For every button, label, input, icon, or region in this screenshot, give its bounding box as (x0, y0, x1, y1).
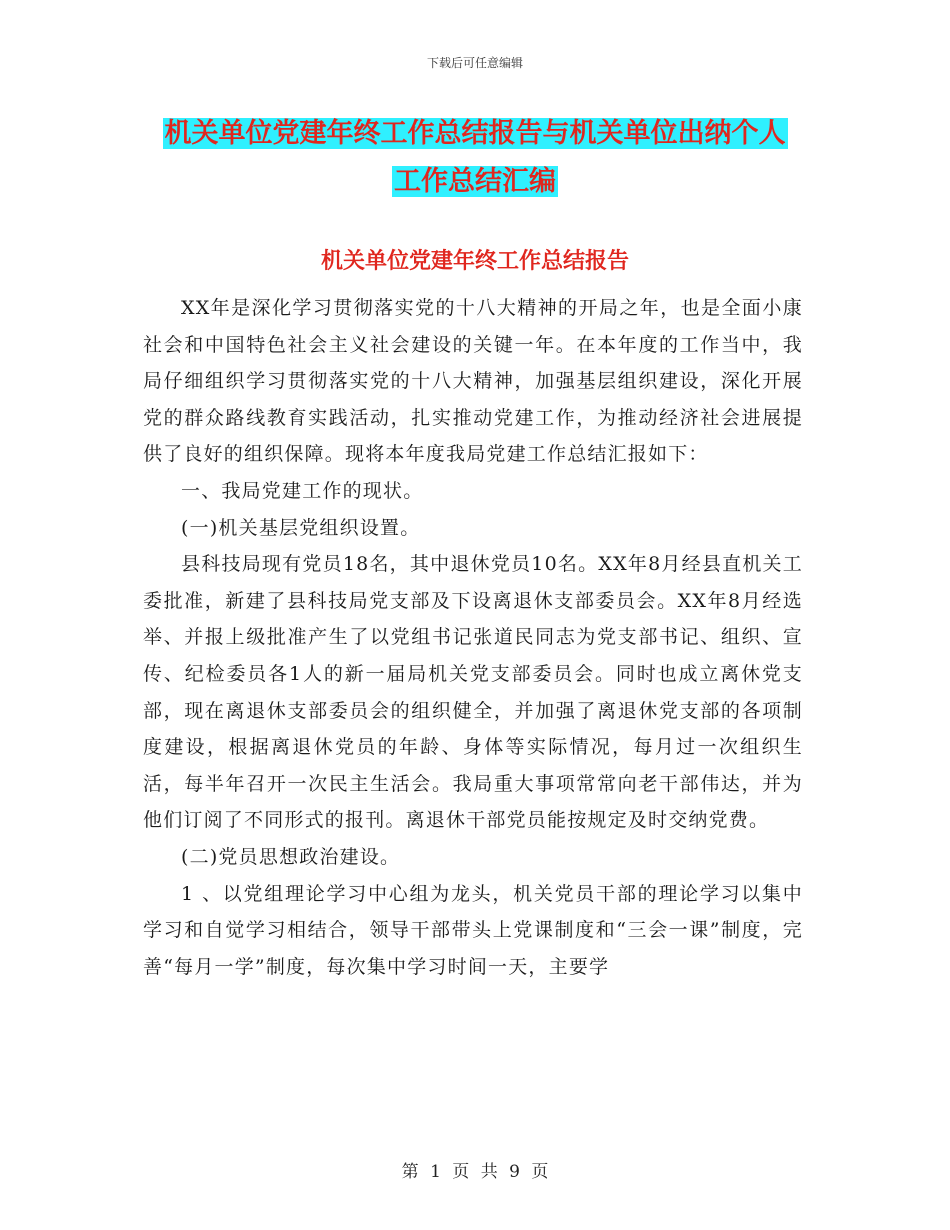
section-title: 机关单位党建年终工作总结报告 (320, 249, 629, 274)
paragraph: (一)机关基层党组织设置。 (181, 516, 421, 539)
title-line-1: 机关单位党建年终工作总结报告与机关单位出纳个人 (164, 118, 786, 149)
document-body (143, 290, 803, 985)
paragraph: 1 、以党组理论学习中心组为龙头，机关党员干部的理论学习以集中学习和自觉学习相结合，领导干部带头上党课制度和“三会一课”制度，完善“每月一学”制度，每次集中学习时间一天，主要学 (143, 882, 803, 978)
page-header-note: 下载后可任意编辑 (426, 56, 523, 70)
paragraph: XX年是深化学习贯彻落实党的十八大精神的开局之年，也是全面小康社会和中国特色社会主义社会建设的关键一年。在本年度的工作当中，我局仔细组织学习贯彻落实党的十八大精神，加强基层组织建设，深化开展党的群众路线教育实践活动，扎实推动党建工作，为推动经济社会进展提供了良好的组织保障。现将本年度我局党建工作总结汇报如下： (143, 297, 803, 466)
title-line-2: 工作总结汇编 (394, 166, 556, 197)
paragraph: 一、我局党建工作的现状。 (181, 479, 424, 502)
paragraph: (二)党员思想政治建设。 (181, 845, 401, 868)
page-number-footer: 第 1 页 共 9 页 (401, 1162, 549, 1182)
paragraph: 县科技局现有党员18名，其中退休党员10名。XX年8月经县直机关工委批准，新建了县科技局党支部及下设离退休支部委员会。XX年8月经选举、并报上级批准产生了以党组书记张道民同志为党支部书记、组织、宣传、纪检委员各1人的新一届局机关党支部委员会。同时也成立离休党支部，现在离退休支部委员会的组织健全，并加强了离退休党支部的各项制度建设，根据离退休党员的年龄、身体等实际情况，每月过一次组织生活，每半年召开一次民主生活会。我局重大事项常常向老干部伟达，并为他们订阅了不同形式的报刊。离退休干部党员能按规定及时交纳党费。 (143, 553, 803, 832)
document-title (0, 110, 950, 206)
